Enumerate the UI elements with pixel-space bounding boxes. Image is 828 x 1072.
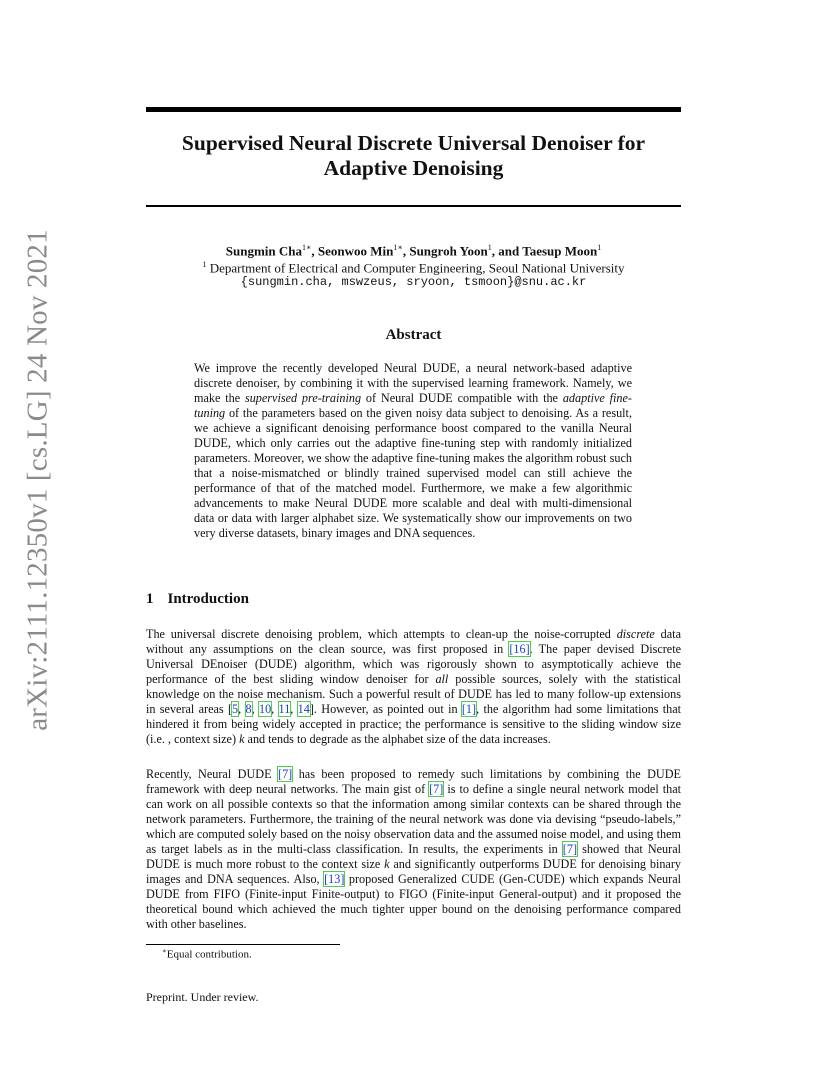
- affiliation: [146, 260, 681, 276]
- author-1-mark: 1∗: [301, 243, 312, 252]
- author-1: Sungmin Cha: [225, 243, 302, 259]
- citation-link[interactable]: 10: [258, 702, 272, 716]
- intro-paragraph-2: Recently, Neural DUDE [7] has been proposed to remedy such limitations by combining the DUDE framework with deep neural networks. The main gist of [7] is to define a single neural network model that can work on all possible contexts so that the information among similar contexts can be shared through the network parameters. Furthermore, the training of the neural network was done via devising “pseudo-labels,” which are computed solely based on the noisy observation data and the assumed noise model, and using them as target labels as in the multi-class classification. In results, the experiments in [7] showed that Neural DUDE is much more robust to the context size k and significantly outperforms DUDE for denoising binary images and DNA sequences. Also, [13] proposed Generalized CUDE (Gen-CUDE) which expands Neural DUDE from FIFO (Finite-input Finite-output) to FIGO (Finite-input General-output) and it proposed the theoretical bound which achieved the much tighter upper bound on the denoising performance compared with other baselines.: [146, 767, 682, 931]
- footnote-mark: ∗: [162, 947, 167, 955]
- footnote: [162, 947, 252, 961]
- citation-link[interactable]: [16]: [509, 642, 530, 656]
- author-4-mark: 1: [597, 243, 602, 252]
- section-number: 1: [146, 591, 154, 607]
- section-title: Introduction: [167, 591, 249, 607]
- paper-title: [146, 131, 681, 181]
- title-line-1: Supervised Neural Discrete Universal Denoiser for: [181, 131, 646, 155]
- citation-link[interactable]: 8: [245, 702, 252, 716]
- author-2-mark: 1∗: [393, 243, 403, 252]
- title-bottom-rule: [146, 205, 681, 207]
- abstract-heading: Abstract: [385, 327, 442, 343]
- citation-link[interactable]: [7]: [562, 842, 578, 856]
- citation-link[interactable]: 5: [232, 702, 239, 716]
- preprint-notice: Preprint. Under review.: [146, 990, 259, 1004]
- author-2: Seonwoo Min: [317, 243, 394, 259]
- author-3-mark: 1: [487, 243, 492, 252]
- arxiv-identifier-text: arXiv:2111.12350v1 [cs.LG] 24 Nov 2021: [21, 229, 54, 731]
- footnote-rule: [146, 944, 340, 945]
- abstract-emphasis: supervised pre-training: [244, 391, 362, 405]
- footnote-text: Equal contribution.: [166, 948, 252, 961]
- title-top-rule: [146, 107, 681, 112]
- citation-link[interactable]: [13]: [324, 872, 345, 886]
- affiliation-mark: 1: [202, 260, 207, 269]
- intro-paragraph-1: The universal discrete denoising problem, which attempts to clean-up the noise-corrupted discrete data without any assumptions on the clean source, was first proposed in [16]. The paper devised Discrete Universal DEnoiser (DUDE) algorithm, which was rigorously shown to asymptotically achieve the performance of the best sliding window denoiser for all possible sources, solely with the statistical knowledge on the noise mechanism. Such a powerful result of DUDE has led to many follow-up extensions in several areas [5, 8, 10, 11, 14]. However, as pointed out in [1], the algorithm had some limitations that hindered it from being widely accepted in practice; the performance is sensitive to the sliding window size (i.e. , context size) k and tends to degrade as the alphabet size of the data increases.: [146, 627, 682, 746]
- affiliation-text: Department of Electrical and Computer Engineering, Seoul National University: [209, 260, 625, 276]
- author-emails: {sungmin.cha, mswzeus, sryoon, tsmoon}@snu.ac.kr: [240, 275, 587, 289]
- citation-link[interactable]: [7]: [278, 767, 293, 781]
- section-heading-introduction: [146, 591, 249, 608]
- arxiv-side-identifier: [18, 229, 58, 731]
- citation-link[interactable]: 11: [278, 702, 291, 716]
- citation-link[interactable]: 14: [297, 702, 310, 716]
- author-3: Sungroh Yoon: [409, 243, 488, 259]
- abstract-emphasis: adaptive fine-tuning: [194, 391, 632, 420]
- citation-link[interactable]: [7]: [429, 782, 444, 796]
- abstract-body: We improve the recently developed Neural DUDE, a neural network-based adaptive discrete denoiser, by combining it with the supervised learning framework. Namely, we make the supervised pre-training of Neural DUDE compatible with the adaptive fine-tuning of the parameters based on the given noisy data subject to denoising. As a result, we achieve a significant denoising performance boost compared to the vanilla Neural DUDE, which only carries out the adaptive fine-tuning step with randomly initialized parameters. Moreover, we show the adaptive fine-tuning makes the algorithm robust such that a noise-mismatched or blindly trained supervised model can still achieve the performance of that of the matched model. Furthermore, we make a few algorithmic advancements to make Neural DUDE more scalable and deal with multi-dimensional data or data with larger alphabet size. We systematically show our improvements on two very diverse datasets, binary images and DNA sequences.: [194, 361, 632, 540]
- author-4: and Taesup Moon: [498, 243, 598, 259]
- title-line-2: Adaptive Denoising: [323, 156, 504, 180]
- citation-link[interactable]: [1]: [461, 702, 477, 716]
- author-list: Sungmin Cha$^{1∗}$, Seonwoo Min$^{1∗}$, Sungroh Yoon$^1$, and Taesup Moon$^1$: [225, 243, 602, 259]
